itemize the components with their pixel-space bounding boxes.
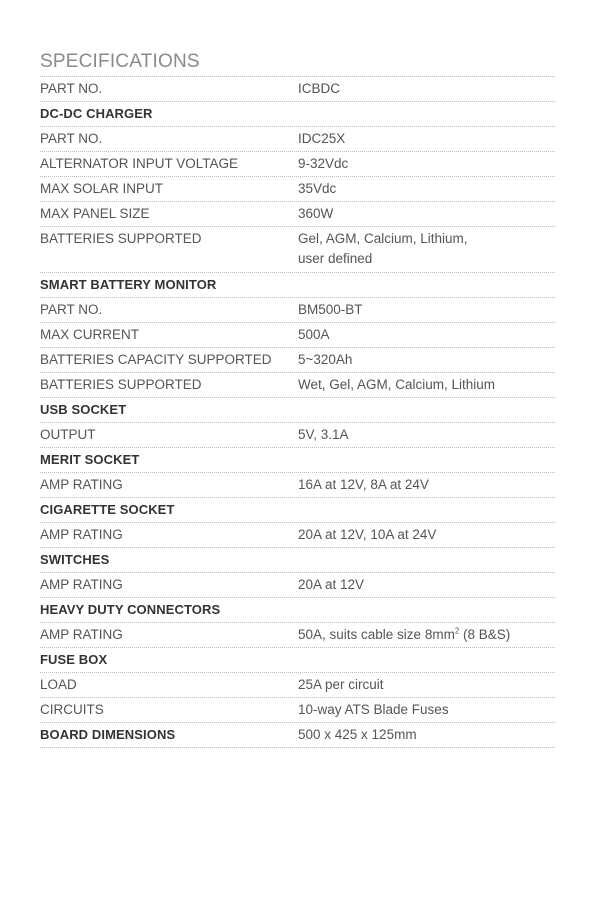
spec-value	[298, 550, 555, 570]
spec-value	[298, 79, 555, 99]
spec-label: ALTERNATOR INPUT VOLTAGE	[40, 156, 239, 171]
spec-value	[298, 104, 555, 124]
spec-label: AMP RATING	[40, 577, 123, 592]
spec-label: BATTERIES SUPPORTED	[40, 377, 202, 392]
section-header-row	[40, 498, 555, 523]
section-header-row	[40, 398, 555, 423]
spec-label: MAX CURRENT	[40, 327, 140, 342]
spec-value-tail: (8 B&S)	[459, 627, 511, 642]
spec-value	[298, 129, 555, 149]
section-title: FUSE BOX	[40, 652, 108, 667]
spec-row	[40, 323, 555, 348]
spec-value	[298, 575, 555, 595]
section-header-row	[40, 448, 555, 473]
spec-value	[298, 229, 555, 270]
specifications-heading: SPECIFICATIONS	[40, 48, 555, 77]
spec-value	[298, 179, 555, 199]
spec-value	[298, 154, 555, 174]
spec-label: AMP RATING	[40, 627, 123, 642]
spec-value	[298, 725, 555, 745]
spec-row	[40, 573, 555, 598]
spec-row	[40, 673, 555, 698]
spec-value	[298, 325, 555, 345]
spec-value-text: Wet, Gel, AGM, Calcium, Lithium	[298, 377, 496, 392]
section-title: HEAVY DUTY CONNECTORS	[40, 602, 221, 617]
spec-value	[298, 425, 555, 445]
spec-value-text: 5V, 3.1A	[298, 427, 349, 442]
spec-value	[298, 400, 555, 420]
spec-row	[40, 373, 555, 398]
spec-label: AMP RATING	[40, 477, 123, 492]
spec-value	[298, 525, 555, 545]
spec-value-text: Gel, AGM, Calcium, Lithium,	[298, 231, 468, 246]
spec-value	[298, 675, 555, 695]
section-title: USB SOCKET	[40, 402, 127, 417]
section-title: CIGARETTE SOCKET	[40, 502, 175, 517]
section-title: SWITCHES	[40, 552, 110, 567]
spec-row	[40, 77, 555, 102]
spec-label: OUTPUT	[40, 427, 96, 442]
spec-value-line2: user defined	[298, 251, 373, 266]
spec-row	[40, 152, 555, 177]
spec-label: PART NO.	[40, 131, 103, 146]
spec-label: PART NO.	[40, 302, 103, 317]
section-header-row	[40, 548, 555, 573]
section-header-row	[40, 723, 555, 748]
spec-row	[40, 127, 555, 152]
spec-value	[298, 625, 555, 645]
spec-row	[40, 227, 555, 273]
spec-label: AMP RATING	[40, 527, 123, 542]
spec-value-text: 50A, suits cable size 8mm	[298, 627, 455, 642]
superscript: 2	[454, 626, 460, 636]
spec-value-text: 25A per circuit	[298, 677, 384, 692]
spec-value	[298, 450, 555, 470]
spec-value-text: BM500-BT	[298, 302, 363, 317]
section-header-row	[40, 273, 555, 298]
specifications-rows	[40, 77, 555, 748]
spec-value-text: 500 x 425 x 125mm	[298, 727, 417, 742]
spec-label: LOAD	[40, 677, 77, 692]
section-title: MERIT SOCKET	[40, 452, 140, 467]
spec-value-text: IDC25X	[298, 131, 346, 146]
spec-value	[298, 300, 555, 320]
spec-value	[298, 500, 555, 520]
spec-value	[298, 475, 555, 495]
spec-value	[298, 204, 555, 224]
spec-value-text: ICBDC	[298, 81, 341, 96]
spec-value	[298, 600, 555, 620]
spec-value-text: 500A	[298, 327, 330, 342]
spec-value-text: 35Vdc	[298, 181, 337, 196]
section-header-row	[40, 648, 555, 673]
spec-value-text: 10-way ATS Blade Fuses	[298, 702, 449, 717]
spec-value	[298, 350, 555, 370]
spec-value-text: 20A at 12V	[298, 577, 365, 592]
spec-label: MAX PANEL SIZE	[40, 206, 150, 221]
spec-label: PART NO.	[40, 81, 103, 96]
spec-row	[40, 698, 555, 723]
section-header-row	[40, 102, 555, 127]
spec-label: CIRCUITS	[40, 702, 104, 717]
section-title: SMART BATTERY MONITOR	[40, 277, 217, 292]
spec-value-text: 360W	[298, 206, 334, 221]
section-title: BOARD DIMENSIONS	[40, 727, 176, 742]
spec-label: MAX SOLAR INPUT	[40, 181, 164, 196]
spec-value	[298, 700, 555, 720]
section-title: DC-DC CHARGER	[40, 106, 153, 121]
spec-value-text: 5~320Ah	[298, 352, 353, 367]
specifications-table	[40, 48, 555, 748]
spec-value	[298, 275, 555, 295]
spec-row	[40, 473, 555, 498]
spec-row	[40, 423, 555, 448]
spec-row	[40, 348, 555, 373]
spec-value-text: 20A at 12V, 10A at 24V	[298, 527, 437, 542]
spec-row	[40, 623, 555, 648]
spec-value	[298, 650, 555, 670]
spec-label: BATTERIES CAPACITY SUPPORTED	[40, 352, 272, 367]
spec-value-text: 9-32Vdc	[298, 156, 349, 171]
spec-value-text: 16A at 12V, 8A at 24V	[298, 477, 429, 492]
spec-row	[40, 298, 555, 323]
spec-label: BATTERIES SUPPORTED	[40, 231, 202, 246]
spec-row	[40, 202, 555, 227]
spec-value	[298, 375, 555, 395]
spec-row	[40, 523, 555, 548]
section-header-row	[40, 598, 555, 623]
spec-row	[40, 177, 555, 202]
